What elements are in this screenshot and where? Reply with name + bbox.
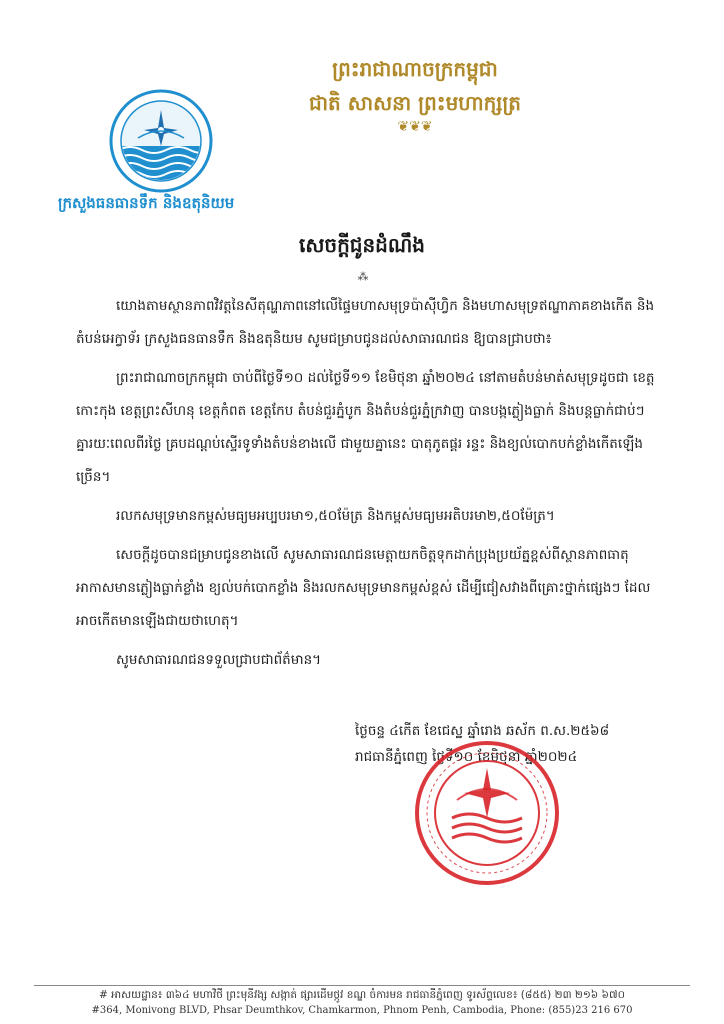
official-seal-icon [412,738,562,888]
paragraph-closing: សូមសាធារណជនទទួលជ្រាបជាព័ត៌មាន។ [116,652,322,668]
lunar-date: ថ្ងៃចន្ទ ៤កើត ខែជេស្ឋ ឆ្នាំរោង ឆស័ក ព.ស.២៥៦៨ [355,723,610,739]
footer-divider [34,985,690,986]
paragraph-rain-forecast: ព្រះរាជាណាចក្រកម្ពុជា ចាប់ពីថ្ងៃទី១០ ដល់ថ្ងៃទី១១ ខែមិថុនា ឆ្នាំ២០២៤ នៅតាមតំបន់មាត់សមុទ្រដូចជា ខេត្តកោះកុង ខេត្តព្រះសីហនុ ខេត្តកំពត ខេត្តកែប តំបន់ជួរភ្នំបូក និងតំបន់ជួរភ្នំក្រវាញ បានបង្កភ្លៀងធ្លាក់ និងបន្តធ្លាក់ជាប់ៗគ្នារយៈពេលពីរថ្ងៃ គ្របដណ្តប់ស្ទើរទូទាំងតំបន់ខាងលើ ជាមួយគ្នានេះ បាតុភូតផ្គរ រន្ទះ និងខ្យល់បោកបក់ខ្លាំងកើតឡើងច្រើន។ [76,370,655,485]
motto-divider: ❦❦❦ [397,119,433,135]
title-divider: ⁂ [357,270,369,283]
footer-address-english: #364, Monivong BLVD, Phsar Deumthkov, Chamkarmon, Phnom Penh, Cambodia, Phone: (855)23 216 670 [91,1005,633,1016]
ministry-logo-icon [108,88,214,194]
kingdom-motto [265,52,565,134]
page-title: សេចក្តីជូនដំណឹង [299,233,425,257]
nation-religion-king: ជាតិ សាសនា ព្រះមហាក្សត្រ [309,91,521,115]
paragraph-wave-height: រលកសមុទ្រមានកម្ពស់មធ្យមអប្បបរមា១,៥០ម៉ែត្រ និងកម្ពស់មធ្យមអតិបរមា២,៥០ម៉ែត្រ។ [116,508,555,524]
kingdom-name: ព្រះរាជាណាចក្រកម្ពុជា [332,57,498,81]
ministry-name: ក្រសួងធនធានទឹក និងឧតុនិយម [58,194,235,212]
paragraph-intro: យោងតាមស្ថានភាពវិវត្តនៃសីតុណ្ហភាពនៅលើផ្ទៃមហាសមុទ្រប៉ាស៊ីហ្វិក និងមហាសមុទ្រឥណ្ឌាភាគខាងកើត និងតំបន់អេក្វាទ័រ ក្រសួងធនធានទឹក និងឧតុនិយម សូមជម្រាបជូនដល់សាធារណជន ឱ្យបានជ្រាបថា៖ [76,298,655,347]
footer-address-khmer: # អាសយដ្ឋាន៖ ៣៦៤ មហាវិថី ព្រះមុនីវង្ស សង្កាត់ ផ្សារដើមថ្កូវ ខណ្ឌ ចំការមន រាជធានីភ្នំពេញ ទូរស័ព្ទលេខ៖ (៨៥៥) ២៣ ២១៦ ៦៧០ [98,989,626,1001]
notice-body [76,290,660,683]
paragraph-warning: សេចក្តីដូចបានជម្រាបជូនខាងលើ សូមសាធារណជនមេត្តាយកចិត្តទុកដាក់ប្រុងប្រយ័ត្នខ្ពស់ពីស្ថានភាពធាតុអាកាសមានភ្លៀងធ្លាក់ខ្លាំង ខ្យល់បក់បោកខ្លាំង និងរលកសមុទ្រមានកម្ពស់ខ្ពស់ ដើម្បីជៀសវាងពីគ្រោះថ្នាក់ផ្សេងៗ ដែលអាចកើតមានឡើងជាយថាហេតុ។ [76,547,651,629]
place-and-date: រាជធានីភ្នំពេញ ថ្ងៃទី១០ ខែមិថុនា ឆ្នាំ២០២៤ [355,749,578,765]
